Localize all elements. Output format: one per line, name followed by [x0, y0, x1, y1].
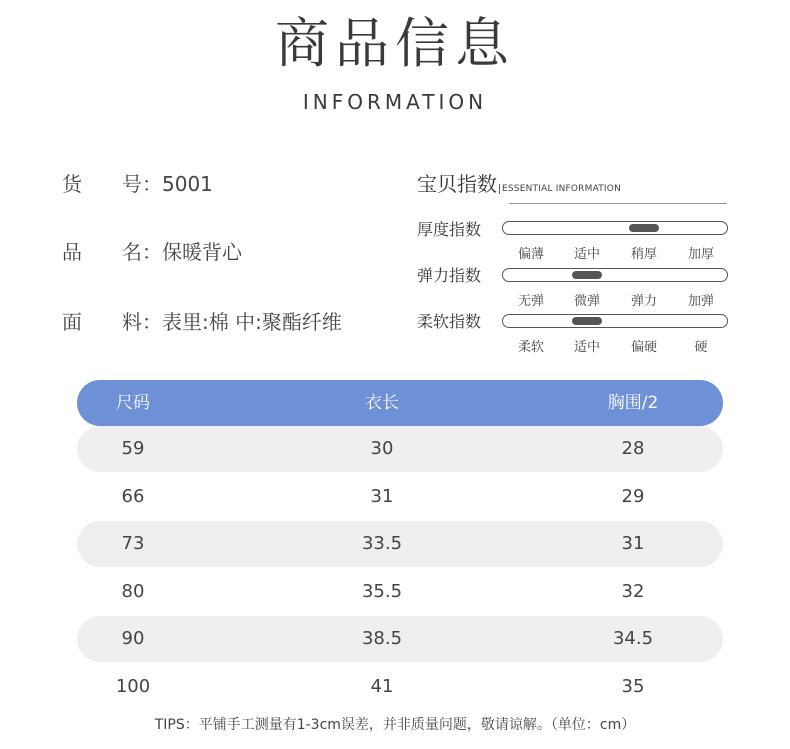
index-track [502, 268, 728, 282]
info-row [62, 306, 342, 335]
index-level-label: 加厚 [687, 247, 715, 262]
index-label: 厚度指数 [417, 220, 482, 239]
table-row [77, 426, 723, 472]
info-label-char: 号 [122, 172, 142, 196]
index-level-label: 偏硬 [630, 340, 658, 355]
tips-note: TIPS：平铺手工测量有1-3cm误差，并非质量问题，敬请谅解。（单位：cm） [154, 717, 636, 733]
index-level-label: 加弹 [687, 294, 715, 309]
info-colon: ： [142, 240, 162, 264]
table-cell: 35.5 [361, 580, 403, 602]
table-row [77, 616, 723, 662]
table-row [77, 521, 723, 567]
spec-title-en: ESSENTIAL INFORMATION [499, 184, 621, 194]
info-label [62, 306, 162, 335]
table-row [77, 569, 723, 615]
table-cell: 30 [370, 438, 394, 459]
index-level-label: 微弹 [573, 294, 601, 309]
table-cell: 73 [121, 533, 145, 554]
table-cell: 80 [121, 580, 145, 602]
info-label [62, 236, 162, 265]
index-track [502, 314, 728, 328]
info-value: 保暖背心 [162, 240, 242, 264]
index-level-label: 偏薄 [517, 247, 545, 262]
index-marker [572, 317, 602, 325]
table-cell: 90 [121, 628, 145, 649]
index-level-label: 适中 [573, 247, 601, 262]
table-cell: 32 [621, 580, 645, 602]
index-track [502, 221, 728, 235]
table-cell: 28 [621, 438, 645, 459]
index-marker [572, 271, 602, 279]
info-row [62, 236, 242, 265]
info-label [62, 168, 162, 197]
index-level-label: 稍厚 [630, 247, 658, 262]
index-level-label: 弹力 [630, 294, 658, 309]
info-label-char: 名 [122, 240, 142, 264]
info-row [62, 168, 213, 197]
header-chest: 胸围/2 [607, 393, 659, 413]
info-label-char: 面 [62, 310, 82, 334]
table-cell: 66 [121, 485, 145, 507]
table-cell: 34.5 [612, 628, 654, 649]
index-label: 弹力指数 [417, 266, 482, 285]
spec-divider [509, 203, 727, 204]
table-cell: 33.5 [361, 533, 403, 554]
info-label-char: 料 [122, 310, 142, 334]
info-label-char: 品 [62, 240, 82, 264]
table-cell: 35 [621, 675, 645, 697]
spec-title: 宝贝指数 [417, 172, 497, 196]
index-level-label: 柔软 [517, 340, 545, 355]
table-cell: 29 [621, 485, 645, 507]
size-table-header [77, 380, 723, 426]
index-marker [629, 224, 659, 232]
page-title: 商品信息 [275, 12, 515, 75]
index-label: 柔软指数 [417, 312, 482, 331]
spec-heading [417, 168, 621, 197]
page-subtitle: INFORMATION [302, 90, 488, 114]
table-row [77, 664, 723, 710]
table-cell: 31 [370, 485, 394, 507]
info-value: 表里:棉 中:聚酯纤维 [162, 310, 342, 334]
index-level-label: 无弹 [517, 294, 545, 309]
info-colon: ： [142, 172, 162, 196]
table-cell: 100 [115, 675, 151, 697]
info-value: 5001 [162, 172, 213, 196]
table-cell: 41 [370, 675, 394, 697]
table-cell: 38.5 [361, 628, 403, 649]
index-level-label: 硬 [694, 340, 708, 355]
index-level-label: 适中 [573, 340, 601, 355]
info-colon: ： [142, 310, 162, 334]
info-label-char: 货 [62, 172, 82, 196]
header-size: 尺码 [116, 393, 150, 413]
table-row [77, 474, 723, 520]
table-cell: 59 [121, 438, 145, 459]
header-length: 衣长 [365, 393, 399, 413]
table-cell: 31 [621, 533, 645, 554]
